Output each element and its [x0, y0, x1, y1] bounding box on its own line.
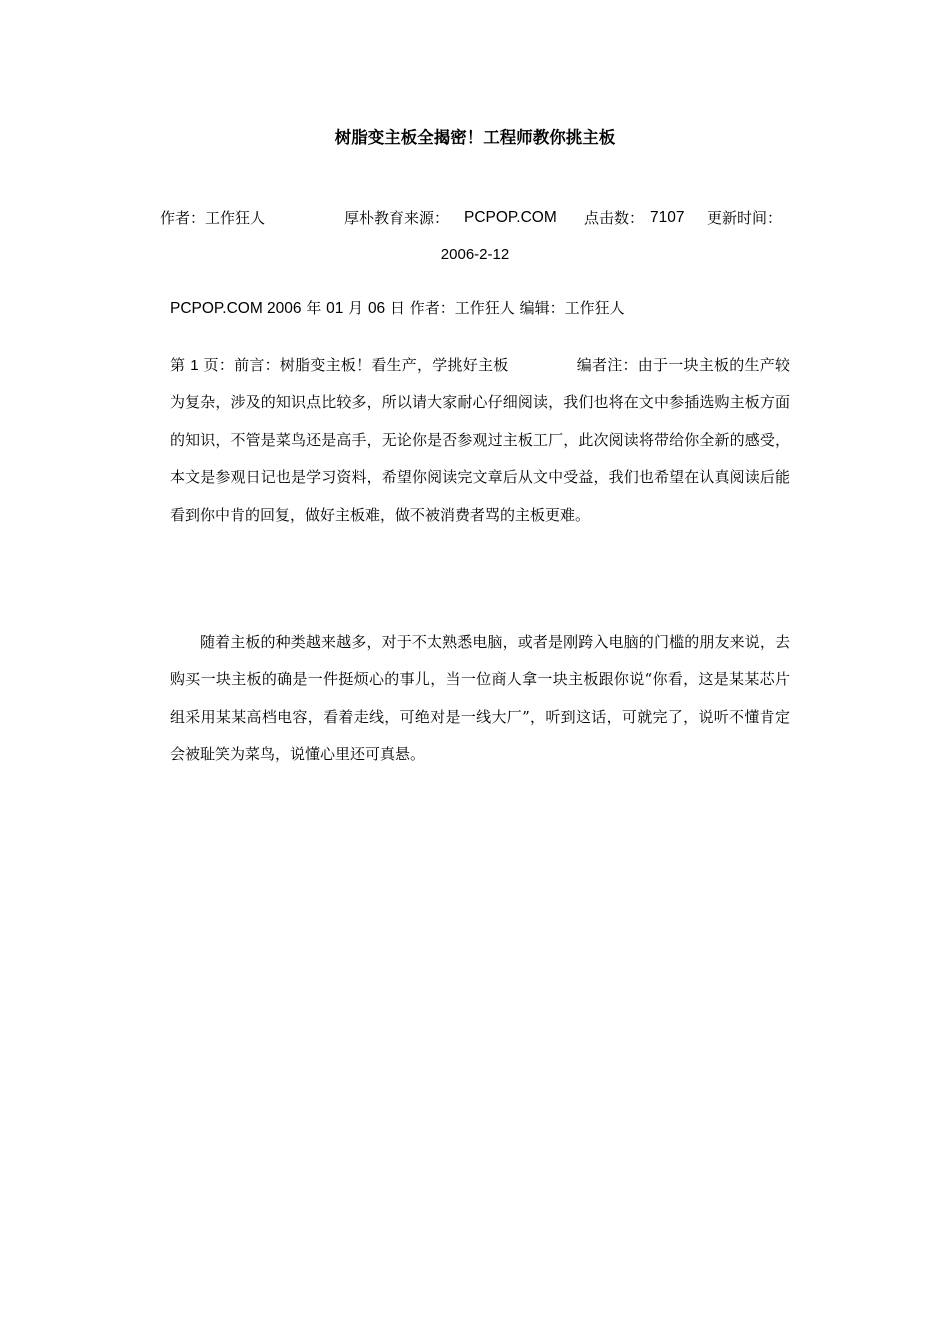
- byline-site: PCPOP.COM 2006: [170, 300, 302, 317]
- article-title: 树脂变主板全揭密！工程师教你挑主板: [334, 128, 616, 147]
- intro-paragraph: [170, 347, 790, 534]
- page-heading: 页：前言：树脂变主板！看生产，学挑好主板: [203, 356, 509, 374]
- page-number: 1: [190, 357, 199, 374]
- byline-day: 06: [367, 300, 386, 317]
- byline-year-char: 年: [306, 299, 322, 317]
- body-paragraph: 随着主板的种类越来越多，对于不太熟悉电脑，或者是刚跨入电脑的门槛的朋友来说，去购买一块主板的确是一件挺烦心的事儿，当一位商人拿一块主板跟你说“你看，这是某某芯片组采用某某高档电容，看着走线，可绝对是一线大厂”，听到这话，可就完了，说听不懂肯定会被耻笑为菜鸟，说懂心里还可真悬。: [170, 633, 790, 764]
- byline-author: 作者：工作狂人: [409, 299, 515, 317]
- byline-month: 01: [326, 300, 344, 317]
- byline-month-char: 月: [348, 299, 364, 317]
- meta-source-label: 厚朴教育来源：: [344, 209, 450, 227]
- meta-clicks-value: 7107: [650, 209, 685, 226]
- page-prefix: 第: [170, 356, 186, 374]
- meta-updated-label: 更新时间：: [707, 209, 783, 227]
- editor-note: 编者注：由于一块主板的生产较为复杂，涉及的知识点比较多，所以请大家耐心仔细阅读，我们也将在文中参插选购主板方面的知识，不管是菜鸟还是高手，无论你是否参观过主板工厂，此次阅读将带给你全新的感受，本文是参观日记也是学习资料，希望你阅读完文章后从文中受益，我们也希望在认真阅读后能看到你中肯的回复，做好主板难，做不被消费者骂的主板更难。: [170, 356, 790, 524]
- article-byline: [170, 296, 790, 321]
- meta-source-value: PCPOP.COM: [464, 209, 557, 226]
- byline-day-char: 日: [389, 299, 405, 317]
- byline-editor: 编辑：工作狂人: [519, 299, 625, 317]
- meta-clicks-label: 点击数：: [584, 209, 645, 227]
- meta-updated-value: 2006-2-12: [440, 246, 510, 263]
- meta-author: 作者：工作狂人: [160, 209, 266, 227]
